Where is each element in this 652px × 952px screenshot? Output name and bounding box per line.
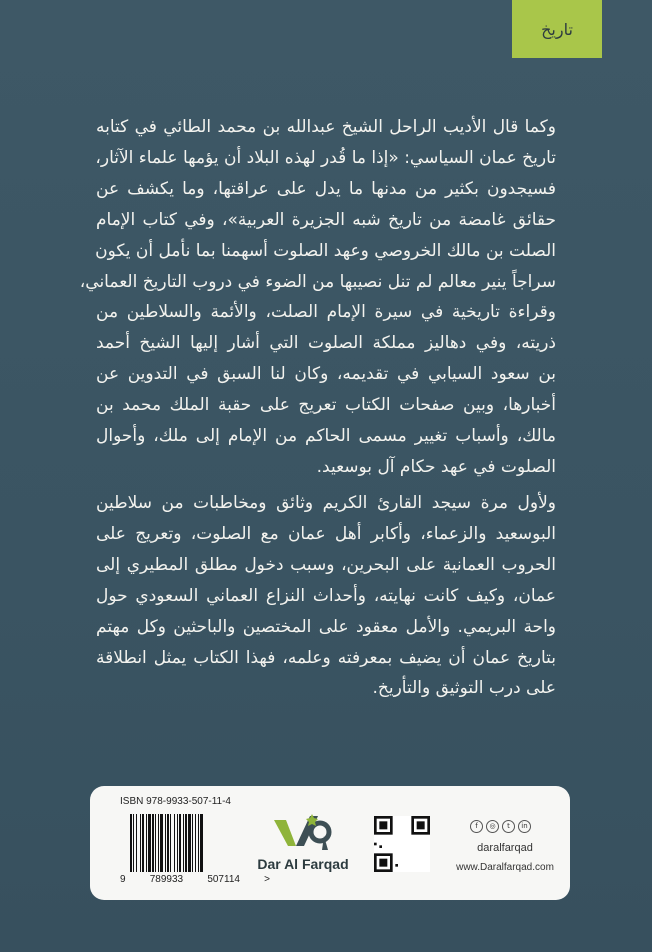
blurb-line: البوسعيد والزعماء، وأكابر أهل عمان مع الصلوت، وتعريج على: [96, 523, 556, 544]
blurb-line: سراجاً ينير معالم لم تنل نصيبها من الضوء في دروب التاريخ العماني،: [79, 271, 556, 292]
blurb-line: مالك، وأسباب تغيير مسمى الحاكم من الإمام إلى ملك، وأحوال: [96, 426, 556, 447]
blurb-line: عمان، وكيف كانت نهايته، وأحداث النزاع العماني السعودي حول: [96, 585, 556, 606]
barcode-digit-group: 789933: [149, 874, 184, 885]
barcode-digits: [120, 874, 270, 885]
blurb-line: وقراءة تاريخية في سيرة الإمام الصلت، والأئمة والسلاطين من: [96, 302, 556, 323]
blurb-line: تاريخ عمان السياسي: «إذا ما قُدر لهذه البلاد أن يؤمها علماء الآثار،: [95, 147, 556, 168]
barcode-digit-group: 507114: [207, 874, 240, 885]
blurb-line: وكما قال الأديب الراحل الشيخ عبدالله بن محمد الطائي في كتابه: [96, 117, 556, 137]
blurb-line: الحروب العمانية على البحرين، وسبب دخول مطلق المطيري إلى: [96, 554, 556, 575]
blurb-line: بتاريخ عمان أن يضيف بمعرفته وعلمه، فهذا الكتاب يمثل انطلاقة: [96, 647, 556, 668]
blurb-paragraph-1: [79, 112, 556, 483]
category-tag: تاريخ: [512, 0, 602, 58]
barcode-digit-group: 9: [120, 874, 126, 885]
blurb-paragraph-2: [96, 488, 556, 704]
blurb-line: بن سعود السيابي في تقديمه، وكان لنا السبق في التدوين عن: [96, 364, 556, 385]
twitter-icon: t: [502, 820, 515, 833]
facebook-icon: f: [470, 820, 483, 833]
blurb-line: واحة البريمي. والأمل معقود على المختصين والباحثين وكل مهتم: [96, 616, 556, 637]
barcode-bar: [203, 814, 204, 872]
publisher-name: Dar Al Farqad: [257, 856, 349, 872]
social-handle: daralfarqad: [477, 842, 533, 854]
blurb-line: ولأول مرة سيجد القارئ الكريم وثائق ومخاطبات من سلاطين: [96, 493, 556, 513]
qr-code-icon: [374, 816, 430, 872]
barcode: [130, 814, 246, 872]
blurb-line: حقائق غامضة من تاريخ شبه الجزيرة العربية»، وفي كتاب الإمام: [96, 209, 556, 230]
blurb-line: الصلت بن مالك الخروصي وعهد الصلوت أسهمنا بما نأمل أن يكون: [95, 240, 556, 261]
linkedin-icon: in: [518, 820, 531, 833]
isbn-text: ISBN 978-9933-507-11-4: [120, 796, 231, 807]
blurb-line: أخبارها، وبين صفحات الكتاب تعريج على حقبة الملك محمد بن: [96, 395, 556, 416]
website-url: www.Daralfarqad.com: [456, 862, 554, 873]
publisher-panel: [90, 786, 570, 900]
barcode-digit-group: >: [264, 874, 270, 885]
blurb-line: ذريته، وفي دهاليز مملكة الصلوت التي أشار إليها الشيخ أحمد: [96, 333, 556, 354]
blurb-line: فسيجدون بكثير من مدنها ما يدل على عراقتها، وما يكشف عن: [96, 178, 556, 199]
social-icons: [470, 820, 531, 833]
instagram-icon: ◎: [486, 820, 499, 833]
publisher-logo-icon: [266, 810, 338, 856]
blurb-line: على درب التوثيق والتأريخ.: [372, 678, 556, 699]
blurb-line: الصلوت في عهد حكام آل بوسعيد.: [316, 456, 556, 477]
